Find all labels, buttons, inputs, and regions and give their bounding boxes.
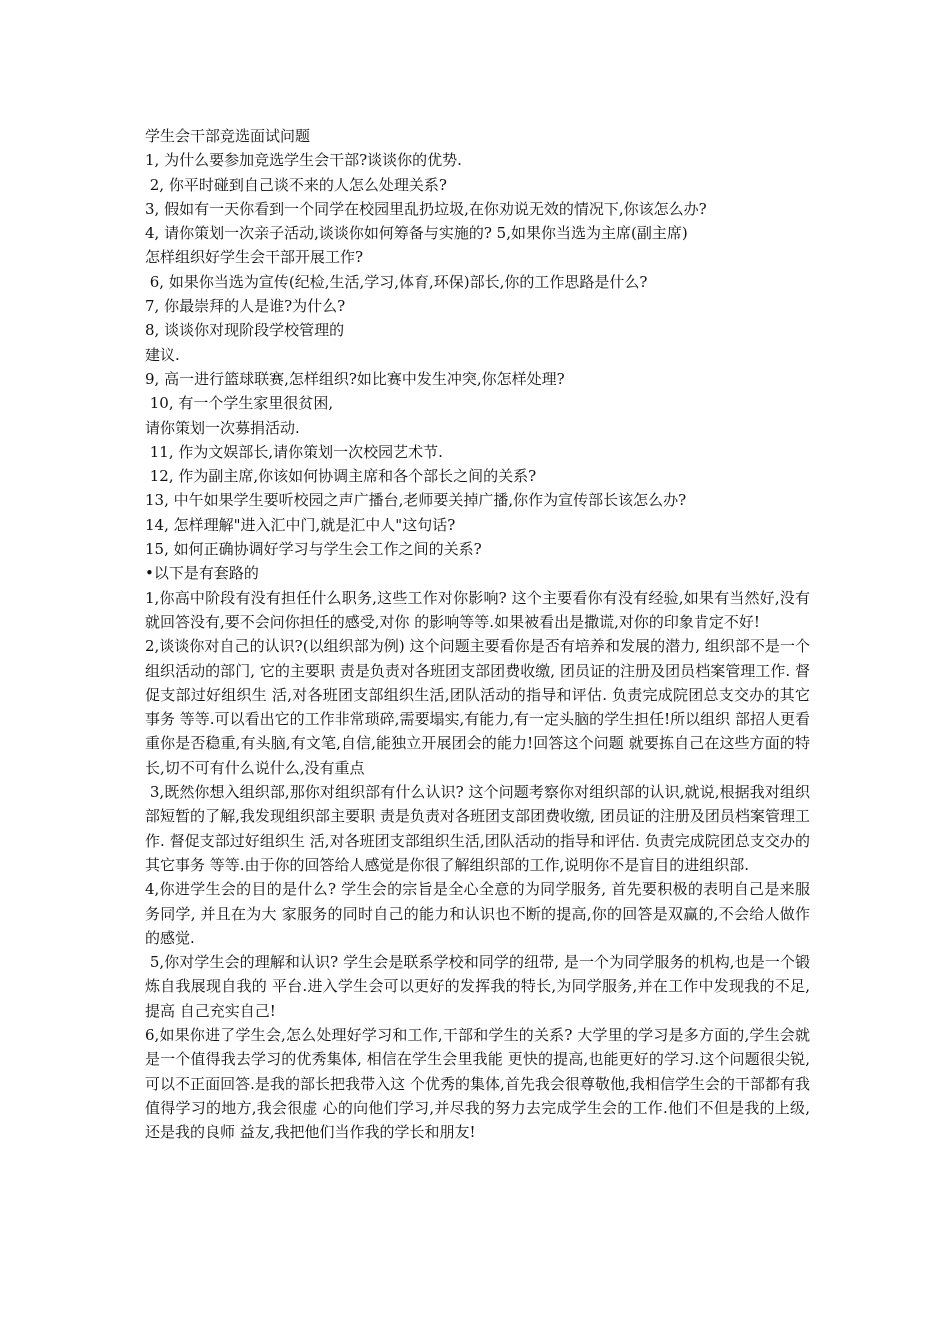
- question-line: 15, 如何正确协调好学习与学生会工作之间的关系?: [145, 540, 482, 559]
- question-line: 8, 谈谈你对现阶段学校管理的: [145, 321, 345, 340]
- question-line: 10, 有一个学生家里很贫困,: [145, 394, 334, 413]
- question-line: 怎样组织好学生会干部开展工作?: [145, 248, 364, 267]
- document-title: 学生会干部竞选面试问题: [145, 127, 311, 145]
- question-line: 2, 你平时碰到自己谈不来的人怎么处理关系?: [145, 175, 447, 194]
- section-heading: •以下是有套路的: [145, 564, 259, 583]
- question-line: 请你策划一次募捐活动.: [145, 418, 300, 437]
- question-line: 1, 为什么要参加竞选学生会干部?谈谈你的优势.: [145, 151, 462, 170]
- answer-paragraph: 5,你对学生会的理解和认识? 学生会是联系学校和同学的纽带, 是一个为同学服务的机构,也是一个锻炼自我展现自我的 平台.进入学生会可以更好的发挥我的特长,为同学服务,并在工作中发现我的不足,提高 自己充实自己!: [145, 953, 810, 1020]
- question-line: 6, 如果你当选为宣传(纪检,生活,学习,体育,环保)部长,你的工作思路是什么?: [145, 272, 648, 291]
- answer-paragraph: 4,你进学生会的目的是什么? 学生会的宗旨是全心全意的为同学服务, 首先要积极的表明自己是来服务同学, 并且在为大 家服务的同时自己的能力和认识也不断的提高,你的回答是双赢的,不会给人做作的感觉.: [145, 880, 810, 947]
- question-line: 13, 中午如果学生要听校园之声广播台,老师要关掉广播,你作为宣传部长该怎么办?: [145, 491, 687, 510]
- answer-list: [145, 586, 810, 1145]
- answer-paragraph: 2,谈谈你对自己的认识?(以组织部为例) 这个问题主要看你是否有培养和发展的潜力, 组织部不是一个组织活动的部门, 它的主要职 责是负责对各班团支部团费收缴, 团员证的注册及团员档案管理工作. 督促支部过好组织生 活,对各班团支部组织生活,团队活动的指导和评估. 负责完成院团总支交办的其它事务 等等.可以看出它的工作非常琐碎,需要塌实,有能力,有一定头脑的学生担任!所以组织 部招人更看重你是否稳重,有头脑,有文笔,自信,能独立开展团会的能力!回答这个问题 就要拣自己在这些方面的特长,切不可有什么说什么,没有重点: [145, 637, 810, 777]
- answer-paragraph: 3,既然你想入组织部,那你对组织部有什么认识? 这个问题考察你对组织部的认识,就说,根据我对组织部短暂的了解,我发现组织部主要职 责是负责对各班团支部团费收缴, 团员证的注册及团员档案管理工作. 督促支部过好组织生 活,对各班团支部组织生活,团队活动的指导和评估. 负责完成院团总支交办的其它事务 等等.由于你的回答给人感觉是你很了解组织部的工作,说明你不是盲目的进组织部.: [145, 783, 810, 874]
- question-line: 建议.: [145, 345, 180, 364]
- question-line: 3, 假如有一天你看到一个同学在校园里乱扔垃圾,在你劝说无效的情况下,你该怎么办?: [145, 199, 707, 218]
- answer-paragraph: 1,你高中阶段有没有担任什么职务,这些工作对你影响? 这个主要看你有没有经验,如果有当然好,没有就回答没有,要不会问你担任的感受,对你 的影响等等.如果被看出是撒谎,对你的印象肯定不好!: [145, 588, 810, 631]
- question-line: 14, 怎样理解"进入汇中门,就是汇中人"这句话?: [145, 515, 456, 534]
- question-line: 11, 作为文娱部长,请你策划一次校园艺术节.: [145, 442, 443, 461]
- question-line: 7, 你最崇拜的人是谁?为什么?: [145, 297, 346, 316]
- answer-paragraph: 6,如果你进了学生会,怎么处理好学习和工作,干部和学生的关系? 大学里的学习是多方面的,学生会就是一个值得我去学习的优秀集体, 相信在学生会里我能 更快的提高,也能更好的学习.这个问题很尖锐,可以不正面回答.是我的部长把我带入这 个优秀的集体,首先我会很尊敬他,我相信学生会的干部都有我值得学习的地方,我会很虚 心的向他们学习,并尽我的努力去完成学生会的工作.他们不但是我的上级,还是我的良师 益友,我把他们当作我的学长和朋友!: [145, 1025, 810, 1142]
- question-list: [145, 148, 810, 585]
- document-body: [145, 124, 810, 1144]
- question-line: 4, 请你策划一次亲子活动,谈谈你如何筹备与实施的? 5,如果你当选为主席(副主席): [145, 224, 688, 243]
- question-line: 12, 作为副主席,你该如何协调主席和各个部长之间的关系?: [145, 467, 537, 486]
- question-line: 9, 高一进行篮球联赛,怎样组织?如比赛中发生冲突,你怎样处理?: [145, 369, 565, 388]
